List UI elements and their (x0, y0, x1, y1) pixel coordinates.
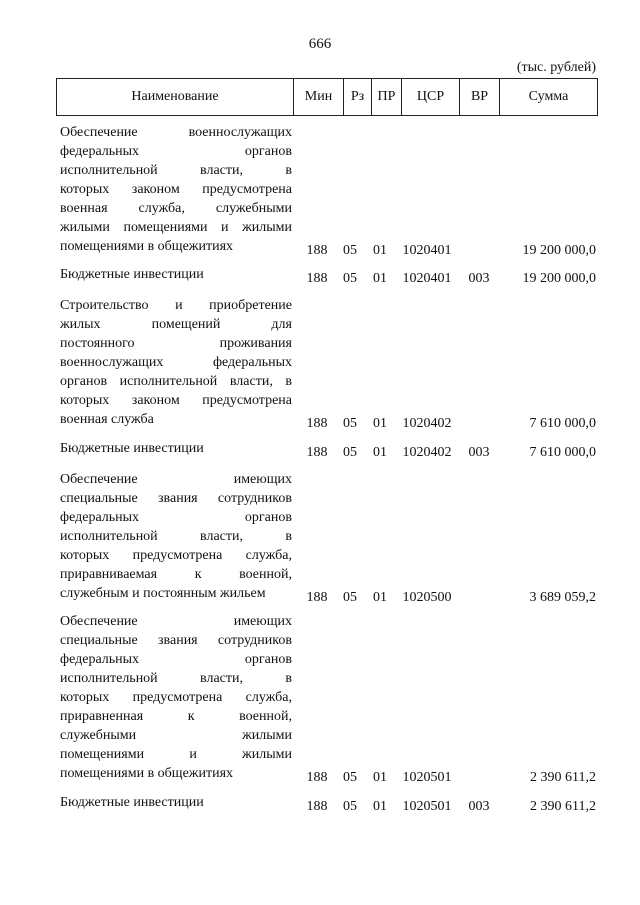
row-name-line: которых предусмотрена служба, (60, 690, 292, 705)
table-row (56, 296, 598, 429)
row-pr: 01 (373, 416, 387, 431)
row-pr: 01 (373, 770, 387, 785)
header-rz: Рз (343, 79, 371, 115)
row-name-line: федеральных органов (60, 510, 292, 525)
row-sum: 2 390 611,2 (530, 770, 596, 785)
row-rz: 05 (343, 799, 357, 814)
row-sum: 19 200 000,0 (522, 271, 596, 286)
row-sum: 7 610 000,0 (529, 445, 596, 460)
row-name-line: помещениями в общежитиях (60, 239, 234, 254)
header-csr: ЦСР (401, 79, 459, 115)
row-name (60, 612, 292, 783)
row-rz: 05 (343, 271, 357, 286)
header-pr: ПР (371, 79, 401, 115)
row-vr: 003 (468, 271, 490, 286)
row-pr: 01 (373, 271, 387, 286)
row-name (60, 296, 292, 429)
row-name-line: Бюджетные инвестиции (60, 267, 204, 282)
row-name (60, 439, 292, 458)
row-name-line: приравненная к военной, (60, 709, 292, 724)
row-name (60, 123, 292, 256)
row-name-line: служебным и постоянным жильем (60, 586, 266, 601)
row-pr: 01 (373, 243, 387, 258)
row-rz: 05 (343, 590, 357, 605)
row-csr: 1020501 (402, 770, 452, 785)
row-min: 188 (306, 799, 328, 814)
row-name-line: исполнительной власти, в (60, 529, 292, 544)
row-name-line: жилыми помещениями и жилыми (60, 220, 292, 235)
row-name-line: Обеспечение имеющих (60, 614, 292, 629)
row-csr: 1020401 (402, 243, 452, 258)
row-sum: 3 689 059,2 (529, 590, 596, 605)
row-name-line: Строительство и приобретение (60, 298, 292, 313)
row-name-line: военная служба, служебными (60, 201, 292, 216)
row-name-line: постоянного проживания (60, 336, 292, 351)
row-pr: 01 (373, 799, 387, 814)
table-row (56, 439, 598, 458)
row-name-line: специальные звания сотрудников (60, 633, 292, 648)
row-sum: 19 200 000,0 (522, 243, 596, 258)
row-name (60, 265, 292, 284)
row-min: 188 (306, 271, 328, 286)
row-rz: 05 (343, 416, 357, 431)
row-csr: 1020402 (402, 416, 452, 431)
row-name-line: помещениями и жилыми (60, 747, 292, 762)
row-name-line: исполнительной власти, в (60, 671, 292, 686)
row-name-line: которых законом предусмотрена (60, 393, 292, 408)
table-row (56, 470, 598, 603)
row-name (60, 793, 292, 812)
row-sum: 7 610 000,0 (529, 416, 596, 431)
row-name-line: Обеспечение имеющих (60, 472, 292, 487)
row-name-line: исполнительной власти, в (60, 163, 292, 178)
row-name-line: помещениями в общежитиях (60, 766, 234, 781)
row-csr: 1020500 (402, 590, 452, 605)
table-row (56, 123, 598, 256)
row-rz: 05 (343, 243, 357, 258)
row-name-line: органов исполнительной власти, в (60, 374, 292, 389)
row-name-line: приравниваемая к военной, (60, 567, 292, 582)
row-rz: 05 (343, 445, 357, 460)
row-csr: 1020402 (402, 445, 452, 460)
row-name (60, 470, 292, 603)
page-number: 666 (308, 36, 332, 52)
row-pr: 01 (373, 590, 387, 605)
header-sum: Сумма (499, 79, 597, 115)
row-name-line: жилых помещений для (60, 317, 292, 332)
row-name-line: которых законом предусмотрена (60, 182, 292, 197)
row-min: 188 (306, 445, 328, 460)
header-vr: ВР (459, 79, 499, 115)
row-csr: 1020401 (402, 271, 452, 286)
header-min: Мин (293, 79, 343, 115)
table-row (56, 612, 598, 783)
row-sum: 2 390 611,2 (530, 799, 596, 814)
row-csr: 1020501 (402, 799, 452, 814)
table-row (56, 265, 598, 284)
row-min: 188 (306, 243, 328, 258)
table-header (56, 78, 598, 116)
row-min: 188 (306, 770, 328, 785)
row-vr: 003 (468, 445, 490, 460)
units-note: (тыс. рублей) (516, 60, 596, 75)
row-name-line: служебными жилыми (60, 728, 292, 743)
row-name-line: федеральных органов (60, 144, 292, 159)
row-min: 188 (306, 416, 328, 431)
row-name-line: военная служба (60, 412, 154, 427)
header-name: Наименование (131, 89, 219, 104)
row-vr: 003 (468, 799, 490, 814)
row-name-line: которых предусмотрена служба, (60, 548, 292, 563)
row-name-line: военнослужащих федеральных (60, 355, 292, 370)
table-row (56, 793, 598, 812)
row-name-line: Бюджетные инвестиции (60, 795, 204, 810)
row-rz: 05 (343, 770, 357, 785)
row-name-line: Обеспечение военнослужащих (60, 125, 292, 140)
row-name-line: специальные звания сотрудников (60, 491, 292, 506)
row-min: 188 (306, 590, 328, 605)
row-pr: 01 (373, 445, 387, 460)
row-name-line: федеральных органов (60, 652, 292, 667)
row-name-line: Бюджетные инвестиции (60, 441, 204, 456)
